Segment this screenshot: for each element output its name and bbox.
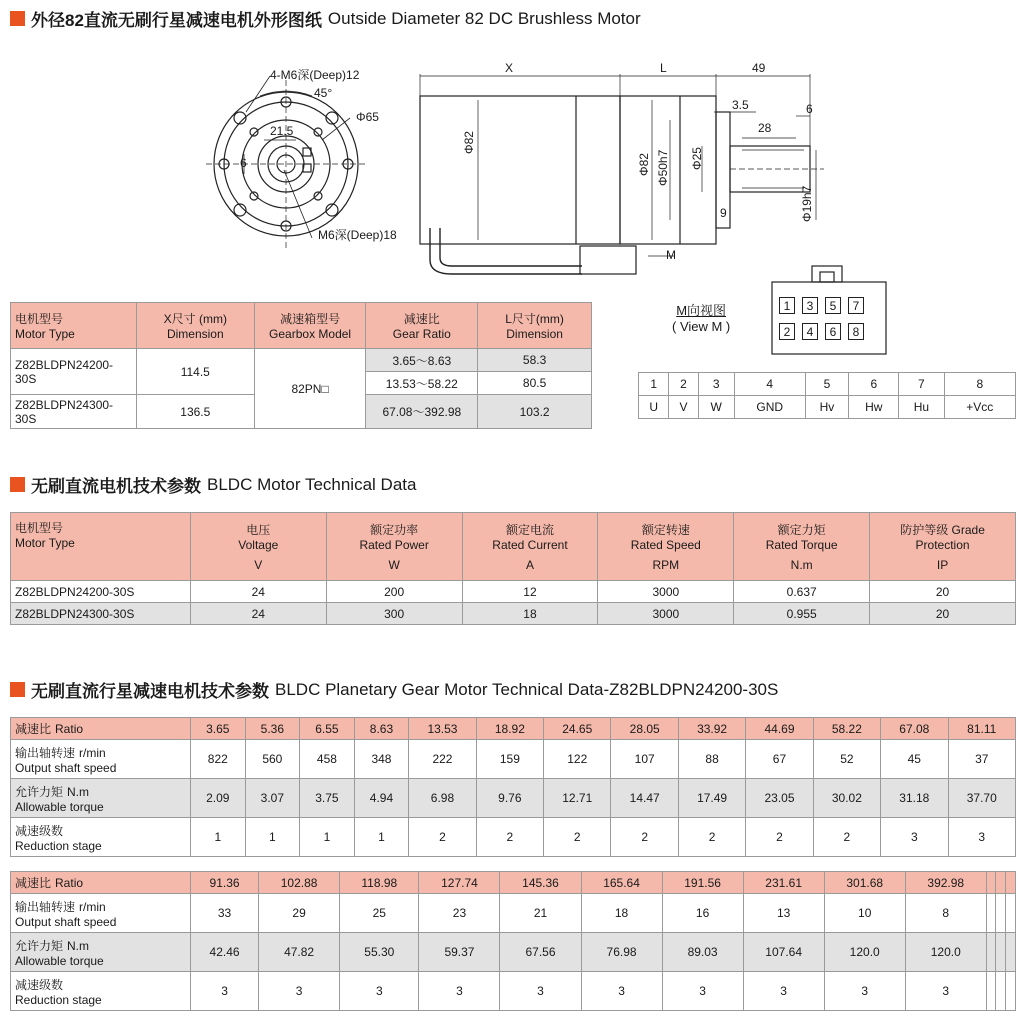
cell-l: 103.2 xyxy=(478,395,592,429)
col-x-dim xyxy=(136,303,254,349)
gear-cell: 18.92 xyxy=(476,718,543,740)
pin-signal-row xyxy=(639,396,1016,419)
gear-cell: 76.98 xyxy=(581,933,662,972)
col-l-dim xyxy=(478,303,592,349)
cell-model: Z82BLDPN24300-30S xyxy=(11,395,137,429)
gear-cell: 191.56 xyxy=(662,872,743,894)
label-m6-deep: M6深(Deep)18 xyxy=(318,228,397,242)
row-label-cn: 允许力矩 xyxy=(15,784,64,799)
col-speed xyxy=(598,513,734,581)
section-marker xyxy=(10,11,25,26)
tech-data-table xyxy=(10,512,1016,625)
gear-table-1 xyxy=(10,717,1016,857)
col-protection xyxy=(870,513,1016,581)
pin-num: 8 xyxy=(944,373,1015,396)
gear-cell xyxy=(986,872,996,894)
gear-cell xyxy=(996,933,1006,972)
gear-cell: 8.63 xyxy=(354,718,409,740)
label-9: 9 xyxy=(720,206,727,220)
section-title-cn: 外径82直流无刷行星减速电机外形图纸 xyxy=(31,11,322,30)
pin: 5 xyxy=(825,297,841,314)
gear-cell: 17.49 xyxy=(678,779,745,818)
gear-cell: 301.68 xyxy=(824,872,905,894)
gear-cell: 58.22 xyxy=(813,718,880,740)
connector-pins-top xyxy=(779,297,864,314)
gear-cell: 3 xyxy=(419,972,500,1011)
gear-row-torque xyxy=(11,779,1016,818)
hdr-en: Motor Type xyxy=(15,327,75,341)
table-row xyxy=(11,581,1016,603)
gear-cell: 14.47 xyxy=(611,779,678,818)
pin-signal: Hw xyxy=(849,396,899,419)
col-current xyxy=(462,513,598,581)
hdr-unit: IP xyxy=(936,558,949,572)
hdr-cn: 电机型号 xyxy=(15,312,64,326)
cell-model: Z82BLDPN24200-30S xyxy=(11,581,191,603)
hdr-unit: A xyxy=(525,558,534,572)
gear-cell: 159 xyxy=(476,740,543,779)
gear-cell: 822 xyxy=(191,740,246,779)
pin: 7 xyxy=(848,297,864,314)
cell: 0.637 xyxy=(734,581,870,603)
label-m: M xyxy=(666,248,676,262)
label-49: 49 xyxy=(752,61,766,75)
gear-cell: 6.98 xyxy=(409,779,476,818)
gear-cell: 120.0 xyxy=(824,933,905,972)
gear-cell: 88 xyxy=(678,740,745,779)
cell-l: 80.5 xyxy=(478,372,592,395)
gear-cell: 30.02 xyxy=(813,779,880,818)
pin: 3 xyxy=(802,297,818,314)
row-label-cn: 允许力矩 xyxy=(15,938,64,953)
gear-row-speed xyxy=(11,740,1016,779)
gear-cell: 12.71 xyxy=(544,779,611,818)
col-voltage xyxy=(190,513,326,581)
gear-cell: 44.69 xyxy=(746,718,813,740)
row-label-unit: N.m xyxy=(67,784,90,799)
label-angle: 45° xyxy=(314,86,333,100)
row-label xyxy=(11,872,191,894)
gear-cell xyxy=(1006,933,1016,972)
tech-table-header xyxy=(11,513,1016,581)
connector-title-en: ( View M ) xyxy=(672,319,731,334)
gear-cell: 3.07 xyxy=(245,779,300,818)
hdr-cn: 防护等级 Grade xyxy=(900,523,985,537)
row-label-cn: 减速比 xyxy=(15,876,52,890)
gear-cell: 47.82 xyxy=(259,933,340,972)
gear-cell: 145.36 xyxy=(500,872,581,894)
hdr-en: Dimension xyxy=(506,327,563,341)
pin-num: 2 xyxy=(669,373,698,396)
gear-row-speed xyxy=(11,894,1016,933)
gear-cell: 1 xyxy=(245,818,300,857)
gear-cell: 348 xyxy=(354,740,409,779)
pin: 8 xyxy=(848,323,864,340)
section-title-en: BLDC Planetary Gear Motor Technical Data-Z82BLDPN24200-30S xyxy=(275,679,779,699)
gear-cell: 16 xyxy=(662,894,743,933)
hdr-en: Rated Power xyxy=(359,538,429,552)
label-28: 28 xyxy=(758,121,772,135)
row-label-en: Ratio xyxy=(55,876,84,890)
label-phi82-a: Φ82 xyxy=(462,131,476,154)
hdr-cn: L尺寸(mm) xyxy=(505,312,564,326)
row-label-en: Allowable torque xyxy=(15,799,104,814)
hdr-unit: N.m xyxy=(790,558,813,572)
gear-cell: 13 xyxy=(743,894,824,933)
gear-cell: 42.46 xyxy=(191,933,259,972)
side-view-drawing xyxy=(412,60,832,280)
gear-cell: 3 xyxy=(948,818,1016,857)
cell: 20 xyxy=(870,581,1016,603)
row-label-en: Reduction stage xyxy=(15,838,102,853)
pin: 6 xyxy=(825,323,841,340)
gear-cell: 120.0 xyxy=(905,933,986,972)
gear-cell: 458 xyxy=(300,740,355,779)
gear-cell xyxy=(986,894,996,933)
col-gearbox xyxy=(254,303,366,349)
row-label xyxy=(11,972,191,1011)
pin: 1 xyxy=(779,297,795,314)
section-title-cn: 无刷直流行星减速电机技术参数 xyxy=(31,682,269,701)
gear-cell: 24.65 xyxy=(544,718,611,740)
gear-cell: 3 xyxy=(340,972,419,1011)
pin: 2 xyxy=(779,323,795,340)
section-marker xyxy=(10,477,25,492)
gear-row-ratio xyxy=(11,718,1016,740)
gear-row-torque xyxy=(11,933,1016,972)
row-label xyxy=(11,718,191,740)
hdr-cn: 电机型号 xyxy=(15,521,64,535)
pin-num: 4 xyxy=(734,373,805,396)
gear-cell: 23 xyxy=(419,894,500,933)
gear-cell xyxy=(986,972,996,1011)
gear-cell: 3 xyxy=(500,972,581,1011)
hdr-cn: 额定转速 xyxy=(641,523,690,537)
gear-cell: 3 xyxy=(824,972,905,1011)
gear-cell: 127.74 xyxy=(419,872,500,894)
gear-cell: 1 xyxy=(191,818,246,857)
gear-cell: 45 xyxy=(881,740,948,779)
pin-num: 3 xyxy=(698,373,734,396)
label-x: X xyxy=(505,61,514,75)
hdr-cn: 额定功率 xyxy=(370,523,419,537)
gear-cell: 2.09 xyxy=(191,779,246,818)
row-label-en: Reduction stage xyxy=(15,992,102,1007)
pin-signal: W xyxy=(698,396,734,419)
hdr-cn: 电压 xyxy=(246,523,271,537)
pin-signal: V xyxy=(669,396,698,419)
row-label xyxy=(11,894,191,933)
gear-cell: 107 xyxy=(611,740,678,779)
gear-cell: 91.36 xyxy=(191,872,259,894)
col-power xyxy=(326,513,462,581)
gear-cell: 8 xyxy=(905,894,986,933)
row-label xyxy=(11,779,191,818)
label-phi82-b: Φ82 xyxy=(637,153,651,176)
cell-l: 58.3 xyxy=(478,349,592,372)
cell: 20 xyxy=(870,603,1016,625)
label-21-5: 21.5 xyxy=(270,124,294,138)
hdr-cn: 额定力矩 xyxy=(777,523,826,537)
pin-signal: Hu xyxy=(899,396,944,419)
cell: 200 xyxy=(326,581,462,603)
gear-cell: 3 xyxy=(259,972,340,1011)
gear-cell: 9.76 xyxy=(476,779,543,818)
gear-cell: 3 xyxy=(662,972,743,1011)
gear-cell: 231.61 xyxy=(743,872,824,894)
gear-cell xyxy=(996,972,1006,1011)
gear-cell: 37 xyxy=(948,740,1016,779)
pin-num: 5 xyxy=(805,373,849,396)
section-title-cn: 无刷直流电机技术参数 xyxy=(31,477,201,496)
cell: 18 xyxy=(462,603,598,625)
hdr-en: Rated Torque xyxy=(765,538,838,552)
cell: 3000 xyxy=(598,603,734,625)
label-6: 6 xyxy=(240,156,247,170)
cell-x: 136.5 xyxy=(136,395,254,429)
row-label-en: Output shaft speed xyxy=(15,760,117,775)
cell: 24 xyxy=(190,603,326,625)
gear-cell: 2 xyxy=(544,818,611,857)
connector-pins-bottom xyxy=(779,323,864,340)
gear-cell: 2 xyxy=(409,818,476,857)
table-row xyxy=(11,603,1016,625)
row-label-cn: 输出轴转速 xyxy=(15,899,76,914)
section-title-gear-data xyxy=(10,677,778,702)
pin-signal: GND xyxy=(734,396,805,419)
row-label xyxy=(11,740,191,779)
gear-cell: 392.98 xyxy=(905,872,986,894)
row-label-en: Allowable torque xyxy=(15,953,104,968)
hdr-en: Rated Current xyxy=(492,538,568,552)
hdr-unit: W xyxy=(388,558,400,572)
front-view-drawing xyxy=(200,60,410,250)
gear-row-ratio xyxy=(11,872,1016,894)
pin-num: 6 xyxy=(849,373,899,396)
section-title-en: Outside Diameter 82 DC Brushless Motor xyxy=(327,8,641,28)
hdr-en: Rated Speed xyxy=(630,538,701,552)
table-row xyxy=(11,349,592,372)
gear-cell: 165.64 xyxy=(581,872,662,894)
row-label xyxy=(11,818,191,857)
pin-signal: +Vcc xyxy=(944,396,1015,419)
gear-cell: 2 xyxy=(813,818,880,857)
gear-cell: 3 xyxy=(191,972,259,1011)
row-label-unit: r/min xyxy=(79,899,106,914)
row-label-unit: r/min xyxy=(79,745,106,760)
label-holes: 4-M6深(Deep)12 xyxy=(270,68,360,82)
gear-cell: 118.98 xyxy=(340,872,419,894)
pin-num: 7 xyxy=(899,373,944,396)
gear-cell: 28.05 xyxy=(611,718,678,740)
section-title-motor-data xyxy=(10,472,416,497)
hdr-en: Dimension xyxy=(166,327,224,341)
gear-cell: 222 xyxy=(409,740,476,779)
cell-gearbox: 82PN□ xyxy=(254,349,366,429)
gear-cell: 25 xyxy=(340,894,419,933)
gear-cell xyxy=(1006,972,1016,1011)
gear-cell: 1 xyxy=(354,818,409,857)
cell-ratio: 67.08～392.98 xyxy=(366,395,478,429)
label-3-5: 3.5 xyxy=(732,98,749,112)
gear-cell xyxy=(986,933,996,972)
cell: 300 xyxy=(326,603,462,625)
pin-table xyxy=(638,372,1016,419)
row-label xyxy=(11,933,191,972)
gear-cell: 122 xyxy=(544,740,611,779)
pin-signal: Hv xyxy=(805,396,849,419)
hdr-unit: RPM xyxy=(652,558,680,572)
gear-cell: 2 xyxy=(678,818,745,857)
gear-cell: 81.11 xyxy=(948,718,1016,740)
gear-cell: 4.94 xyxy=(354,779,409,818)
gear-cell: 102.88 xyxy=(259,872,340,894)
gear-cell: 33 xyxy=(191,894,259,933)
hdr-en: Voltage xyxy=(238,538,279,552)
gear-row-stage xyxy=(11,818,1016,857)
gear-cell: 560 xyxy=(245,740,300,779)
hdr-unit: V xyxy=(254,558,263,572)
hdr-cn: X尺寸 (mm) xyxy=(163,312,227,326)
hdr-en: Motor Type xyxy=(15,536,75,550)
hdr-en: Gearbox Model xyxy=(269,327,352,341)
col-motor-type xyxy=(11,513,191,581)
gear-cell: 10 xyxy=(824,894,905,933)
gear-cell: 3 xyxy=(881,818,948,857)
hdr-cn: 额定电流 xyxy=(505,523,554,537)
gear-cell: 13.53 xyxy=(409,718,476,740)
hdr-en: Protection xyxy=(915,538,970,552)
gear-cell: 5.36 xyxy=(245,718,300,740)
pin: 4 xyxy=(802,323,818,340)
section-title-outline xyxy=(10,6,641,31)
gear-cell: 59.37 xyxy=(419,933,500,972)
gear-cell xyxy=(1006,872,1016,894)
gear-cell: 3 xyxy=(905,972,986,1011)
label-6-side: 6 xyxy=(806,102,813,116)
hdr-cn: 减速比 xyxy=(403,312,440,326)
row-label-cn: 减速比 xyxy=(15,722,52,736)
dimension-table-header xyxy=(11,303,592,349)
section-title-en: BLDC Motor Technical Data xyxy=(207,474,417,494)
cell: 3000 xyxy=(598,581,734,603)
gear-cell: 107.64 xyxy=(743,933,824,972)
gear-cell: 3 xyxy=(743,972,824,1011)
cell-ratio: 3.65～8.63 xyxy=(366,349,478,372)
gear-cell: 67.08 xyxy=(881,718,948,740)
gear-cell xyxy=(996,872,1006,894)
row-label-cn: 输出轴转速 xyxy=(15,745,76,760)
gear-cell: 3 xyxy=(581,972,662,1011)
gear-cell: 2 xyxy=(476,818,543,857)
gear-cell: 3.75 xyxy=(300,779,355,818)
cell-ratio: 13.53～58.22 xyxy=(366,372,478,395)
gear-cell: 6.55 xyxy=(300,718,355,740)
cell: 0.955 xyxy=(734,603,870,625)
gear-cell: 2 xyxy=(746,818,813,857)
gear-cell: 1 xyxy=(300,818,355,857)
gear-cell xyxy=(996,894,1006,933)
row-label-en: Output shaft speed xyxy=(15,914,117,929)
col-motor-type xyxy=(11,303,137,349)
label-phi25: Φ25 xyxy=(690,147,704,170)
gear-cell: 29 xyxy=(259,894,340,933)
gear-cell: 23.05 xyxy=(746,779,813,818)
gear-cell: 67 xyxy=(746,740,813,779)
gear-cell: 55.30 xyxy=(340,933,419,972)
gear-cell: 3.65 xyxy=(191,718,246,740)
cell-x: 114.5 xyxy=(136,349,254,395)
row-label-cn: 减速级数 xyxy=(15,977,64,992)
cell: 12 xyxy=(462,581,598,603)
dimension-table xyxy=(10,302,592,429)
section-marker xyxy=(10,682,25,697)
gear-cell: 21 xyxy=(500,894,581,933)
hdr-cn: 减速箱型号 xyxy=(280,312,341,326)
gear-cell: 2 xyxy=(611,818,678,857)
gear-cell: 67.56 xyxy=(500,933,581,972)
gear-cell: 18 xyxy=(581,894,662,933)
connector-title-cn: M向视图 xyxy=(676,303,727,318)
gear-cell: 52 xyxy=(813,740,880,779)
pin-signal: U xyxy=(639,396,669,419)
col-ratio xyxy=(366,303,478,349)
row-label-cn: 减速级数 xyxy=(15,823,64,838)
pin-number-row xyxy=(639,373,1016,396)
cell-model: Z82BLDPN24300-30S xyxy=(11,603,191,625)
gear-cell xyxy=(1006,894,1016,933)
label-phi19h7: Φ19h7 xyxy=(800,185,814,222)
gear-cell: 31.18 xyxy=(881,779,948,818)
pin-num: 1 xyxy=(639,373,669,396)
cell-model: Z82BLDPN24200-30S xyxy=(11,349,137,395)
gear-cell: 33.92 xyxy=(678,718,745,740)
label-phi65: Φ65 xyxy=(356,110,379,124)
label-phi50h7: Φ50h7 xyxy=(656,149,670,186)
gear-cell: 89.03 xyxy=(662,933,743,972)
row-label-unit: N.m xyxy=(67,938,90,953)
gear-cell: 37.70 xyxy=(948,779,1016,818)
label-l: L xyxy=(660,61,667,75)
connector-title xyxy=(672,300,730,334)
col-torque xyxy=(734,513,870,581)
row-label-en: Ratio xyxy=(55,722,84,736)
hdr-en: Gear Ratio xyxy=(392,327,451,341)
cell: 24 xyxy=(190,581,326,603)
gear-row-stage xyxy=(11,972,1016,1011)
gear-table-2 xyxy=(10,871,1016,1011)
